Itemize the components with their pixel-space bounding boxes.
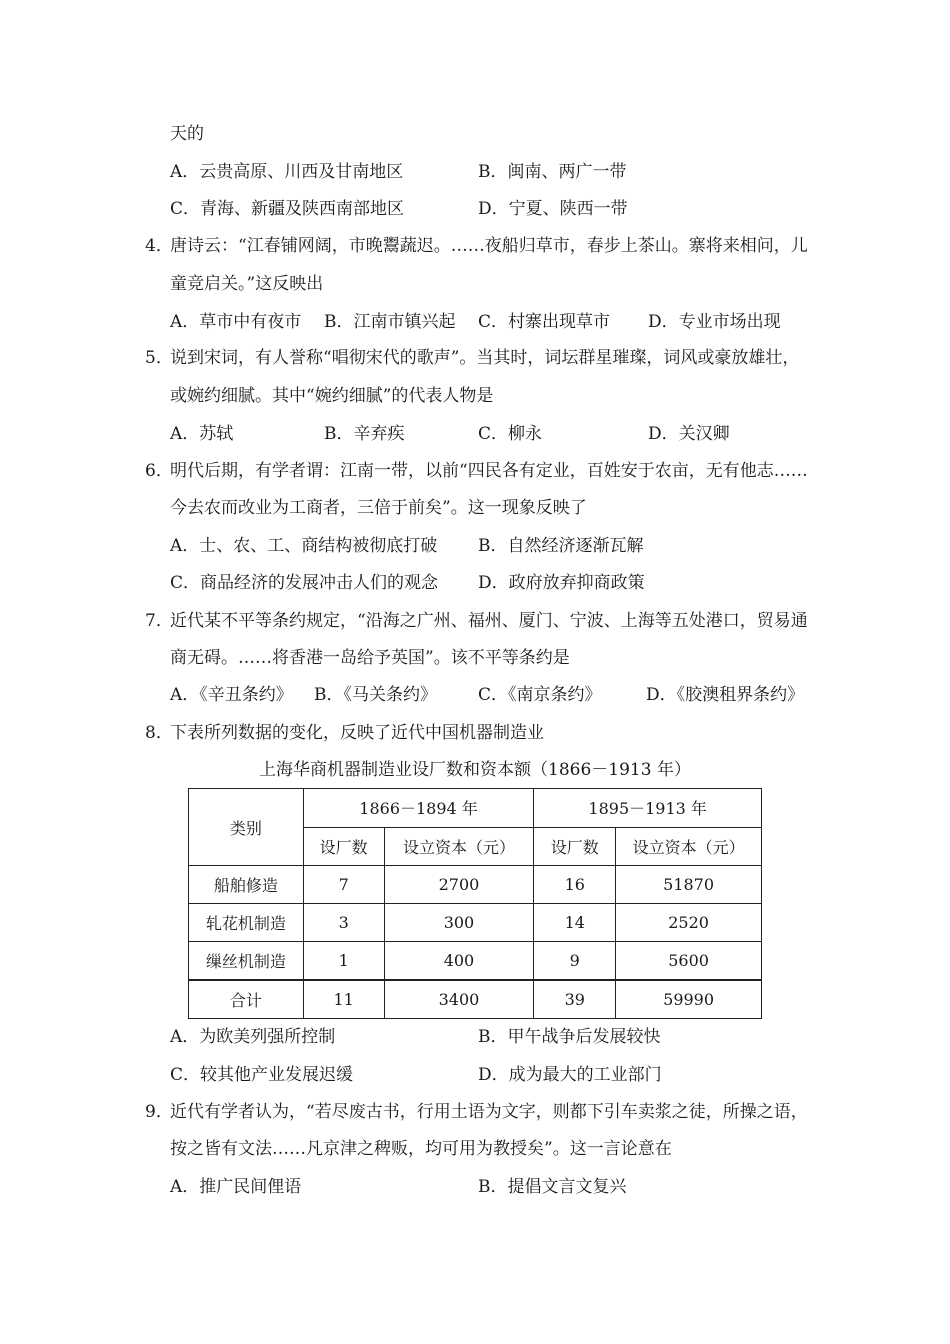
header-period-2: 1895－1913 年 [534, 789, 762, 828]
q9-option-b[interactable] [478, 1175, 627, 1199]
q7-number: 7． [145, 611, 173, 631]
option-letter: A． [170, 536, 200, 556]
q7-stem-line-2: 商无碍。……将香港一岛给予英国”。该不平等条约是 [170, 648, 570, 668]
q7-option-a[interactable] [170, 683, 293, 707]
subheader-count-2: 设厂数 [534, 827, 616, 866]
table-header-row [189, 789, 762, 828]
q4-stem-line-2: 童竞启关。”这反映出 [170, 274, 324, 294]
option-text: 提倡文言文复兴 [507, 1177, 627, 1197]
row-category: 轧花机制造 [189, 904, 304, 942]
row-capital-2: 5600 [616, 942, 762, 981]
option-text: 江南市镇兴起 [353, 312, 456, 332]
option-letter: A． [170, 312, 200, 332]
option-letter: D． [478, 573, 509, 593]
option-text: 《南京条约》 [508, 685, 602, 705]
option-text: 苏轼 [199, 424, 234, 444]
option-text: 成为最大的工业部门 [508, 1065, 662, 1085]
q9-option-a[interactable] [170, 1175, 301, 1199]
total-capital-2: 59990 [616, 980, 762, 1019]
q5-number: 5． [145, 348, 173, 368]
option-text: 云贵高原、川西及甘南地区 [199, 162, 404, 182]
q6-option-a[interactable] [170, 534, 437, 558]
q8-option-c[interactable] [170, 1063, 353, 1087]
q3-continuation: 天的 [170, 124, 204, 144]
row-count-1: 7 [303, 866, 384, 904]
row-count-1: 3 [303, 904, 384, 942]
q6-option-c[interactable] [170, 571, 438, 595]
option-letter: B． [478, 536, 508, 556]
q5-stem-line-2: 或婉约细腻。其中“婉约细腻”的代表人物是 [170, 386, 494, 406]
option-letter: B． [314, 685, 344, 705]
q7-stem-line-1: 近代某不平等条约规定，“沿海之广州、福州、厦门、宁波、上海等五处港口，贸易通 [170, 611, 808, 631]
row-count-2: 16 [534, 866, 616, 904]
option-letter: D． [478, 199, 509, 219]
option-text: 草市中有夜市 [199, 312, 302, 332]
row-capital-1: 300 [384, 904, 534, 942]
option-letter: A． [170, 162, 200, 182]
option-text: 甲午战争后发展较快 [507, 1027, 661, 1047]
table-row [189, 866, 762, 904]
q8-stem-line-1: 下表所列数据的变化，反映了近代中国机器制造业 [170, 723, 544, 743]
option-text: 商品经济的发展冲击人们的观念 [200, 573, 439, 593]
option-letter: D． [648, 424, 679, 444]
q4-option-a[interactable] [170, 310, 301, 334]
row-category: 缫丝机制造 [189, 942, 304, 981]
q4-option-d[interactable] [648, 310, 781, 334]
option-text: 为欧美列强所控制 [199, 1027, 336, 1047]
option-letter: A． [170, 685, 200, 705]
row-category: 船舶修造 [189, 866, 304, 904]
option-text: 较其他产业发展迟缓 [200, 1065, 354, 1085]
q6-option-d[interactable] [478, 571, 645, 595]
q4-number: 4． [145, 236, 173, 256]
q8-option-d[interactable] [478, 1063, 662, 1087]
option-text: 辛弃疾 [353, 424, 405, 444]
q3-option-d[interactable] [478, 197, 628, 221]
option-text: 青海、新疆及陕西南部地区 [200, 199, 405, 219]
q5-stem-line-1: 说到宋词，有人誉称“唱彻宋代的歌声”。当其时，词坛群星璀璨，词风或豪放雄壮， [170, 348, 800, 368]
table-row [189, 904, 762, 942]
option-text: 闽南、两广一带 [507, 162, 627, 182]
q6-stem-line-1: 明代后期，有学者谓：江南一带，以前“四民各有定业，百姓安于农亩，无有他志…… [170, 461, 808, 481]
q4-stem-line-1: 唐诗云：“江春铺网阔，市晚鬻蔬迟。……夜船归草市，春步上茶山。寨将来相问，儿 [170, 236, 808, 256]
option-letter: A． [170, 1177, 200, 1197]
subheader-count-1: 设厂数 [303, 827, 384, 866]
subheader-capital-2: 设立资本（元） [616, 827, 762, 866]
option-letter: B． [478, 162, 508, 182]
option-letter: C． [478, 685, 509, 705]
q7-option-b[interactable] [314, 683, 437, 707]
q7-option-d[interactable] [646, 683, 804, 707]
option-letter: D． [646, 685, 677, 705]
q3-option-a[interactable] [170, 160, 403, 184]
q4-option-b[interactable] [324, 310, 456, 334]
table-row [189, 942, 762, 981]
header-category: 类别 [189, 789, 304, 866]
option-text: 关汉卿 [678, 424, 730, 444]
option-letter: C． [170, 1065, 201, 1085]
total-capital-1: 3400 [384, 980, 534, 1019]
option-letter: C． [478, 424, 509, 444]
option-letter: C． [478, 312, 509, 332]
q5-option-c[interactable] [478, 422, 542, 446]
q9-number: 9． [145, 1102, 173, 1122]
total-label: 合计 [189, 980, 304, 1019]
option-letter: B． [478, 1027, 508, 1047]
q9-stem-line-2: 按之皆有文法……凡京津之稗贩，均可用为教授矣”。这一言论意在 [170, 1139, 672, 1159]
option-letter: A． [170, 1027, 200, 1047]
option-text: 自然经济逐渐瓦解 [507, 536, 644, 556]
row-capital-1: 2700 [384, 866, 534, 904]
row-capital-1: 400 [384, 942, 534, 981]
option-text: 柳永 [508, 424, 543, 444]
total-count-2: 39 [534, 980, 616, 1019]
option-text: 宁夏、陕西一带 [508, 199, 628, 219]
row-count-2: 14 [534, 904, 616, 942]
q6-option-b[interactable] [478, 534, 644, 558]
option-letter: B． [324, 312, 354, 332]
q5-option-a[interactable] [170, 422, 233, 446]
option-text: 政府放弃抑商政策 [508, 573, 645, 593]
option-text: 推广民间俚语 [199, 1177, 302, 1197]
option-letter: B． [478, 1177, 508, 1197]
option-text: 专业市场出现 [678, 312, 781, 332]
option-letter: C． [170, 199, 201, 219]
q8-option-b[interactable] [478, 1025, 661, 1049]
table-caption: 上海华商机器制造业设厂数和资本额（1866－1913 年） [259, 760, 691, 780]
option-letter: C． [170, 573, 201, 593]
subheader-capital-1: 设立资本（元） [384, 827, 534, 866]
factory-capital-table [188, 788, 762, 1019]
option-text: 士、农、工、商结构被彻底打破 [199, 536, 438, 556]
option-letter: D． [478, 1065, 509, 1085]
total-count-1: 11 [303, 980, 384, 1019]
option-text: 《胶澳租界条约》 [676, 685, 805, 705]
row-capital-2: 51870 [616, 866, 762, 904]
option-letter: D． [648, 312, 679, 332]
q8-option-a[interactable] [170, 1025, 335, 1049]
option-letter: B． [324, 424, 354, 444]
option-text: 《辛丑条约》 [199, 685, 293, 705]
q8-number: 8． [145, 723, 173, 743]
q9-stem-line-1: 近代有学者认为，“若尽废古书，行用土语为文字，则都下引车卖浆之徒，所操之语， [170, 1102, 808, 1122]
q3-option-c[interactable] [170, 197, 404, 221]
row-count-1: 1 [303, 942, 384, 981]
q3-option-b[interactable] [478, 160, 627, 184]
row-capital-2: 2520 [616, 904, 762, 942]
option-text: 村寨出现草市 [508, 312, 611, 332]
q4-option-c[interactable] [478, 310, 610, 334]
q5-option-d[interactable] [648, 422, 730, 446]
q6-stem-line-2: 今去农而改业为工商者，三倍于前矣”。这一现象反映了 [170, 498, 587, 518]
q7-option-c[interactable] [478, 683, 602, 707]
header-period-1: 1866－1894 年 [303, 789, 534, 828]
option-letter: A． [170, 424, 200, 444]
q6-number: 6． [145, 461, 173, 481]
option-text: 《马关条约》 [343, 685, 437, 705]
table-total-row [189, 980, 762, 1019]
row-count-2: 9 [534, 942, 616, 981]
q5-option-b[interactable] [324, 422, 405, 446]
